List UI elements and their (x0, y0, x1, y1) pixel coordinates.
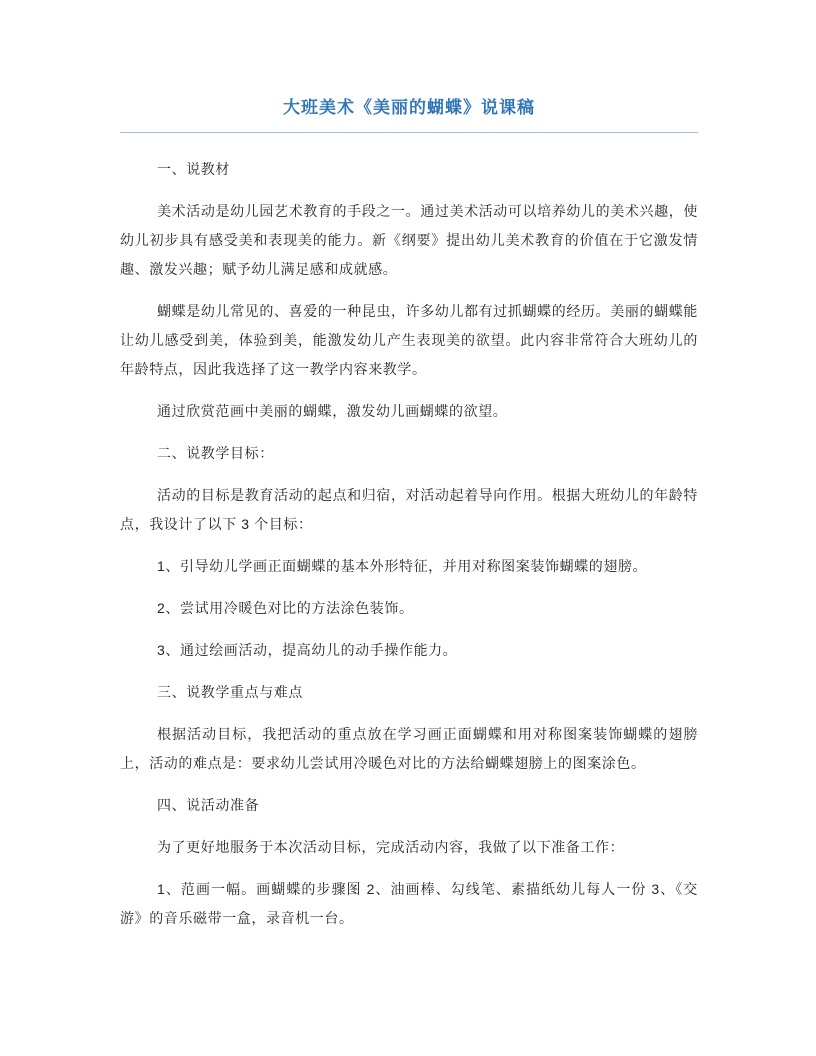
paragraph-list-item: 3、通过绘画活动，提高幼儿的动手操作能力。 (157, 641, 458, 658)
paragraph-section-heading: 一、说教材 (157, 160, 230, 177)
paragraph: 美术活动是幼儿园艺术教育的手段之一。通过美术活动可以培养幼儿的美术兴趣，使幼儿初步具有感受美和表现美的能力。新《纲要》提出幼儿美术教育的价值在于它激发情趣、激发兴趣；赋予幼儿满足感和成就感。 (120, 202, 698, 277)
paragraph-section-heading: 二、说教学目标： (157, 444, 274, 461)
document-title: 大班美术《美丽的蝴蝶》说课稿 (283, 98, 535, 117)
title-divider (120, 132, 698, 133)
paragraph-list-item: 1、范画一幅。画蝴蝶的步骤图 2、油画棒、勾线笔、素描纸幼儿每人一份 3、《交游》的音乐磁带一盒，录音机一台。 (120, 880, 698, 926)
paragraph: 根据活动目标，我把活动的重点放在学习画正面蝴蝶和用对称图案装饰蝴蝶的翅膀上，活动的难点是：要求幼儿尝试用冷暖色对比的方法给蝴蝶翅膀上的图案涂色。 (120, 725, 698, 771)
paragraph-list-item: 1、引导幼儿学画正面蝴蝶的基本外形特征，并用对称图案装饰蝴蝶的翅膀。 (157, 557, 648, 574)
paragraph: 活动的目标是教育活动的起点和归宿，对活动起着导向作用。根据大班幼儿的年龄特点，我设计了以下 3 个目标： (120, 486, 698, 532)
paragraph-section-heading: 四、说活动准备 (157, 796, 260, 813)
paragraph-section-heading: 三、说教学重点与难点 (157, 683, 303, 700)
paragraph: 为了更好地服务于本次活动目标，完成活动内容，我做了以下准备工作： (157, 838, 625, 855)
paragraph: 蝴蝶是幼儿常见的、喜爱的一种昆虫，许多幼儿都有过抓蝴蝶的经历。美丽的蝴蝶能让幼儿感受到美，体验到美，能激发幼儿产生表现美的欲望。此内容非常符合大班幼儿的年龄特点，因此我选择了这一教学内容来教学。 (120, 302, 698, 377)
paragraph-list-item: 2、尝试用冷暖色对比的方法涂色装饰。 (157, 599, 414, 616)
paragraph: 通过欣赏范画中美丽的蝴蝶，激发幼儿画蝴蝶的欲望。 (157, 402, 508, 419)
